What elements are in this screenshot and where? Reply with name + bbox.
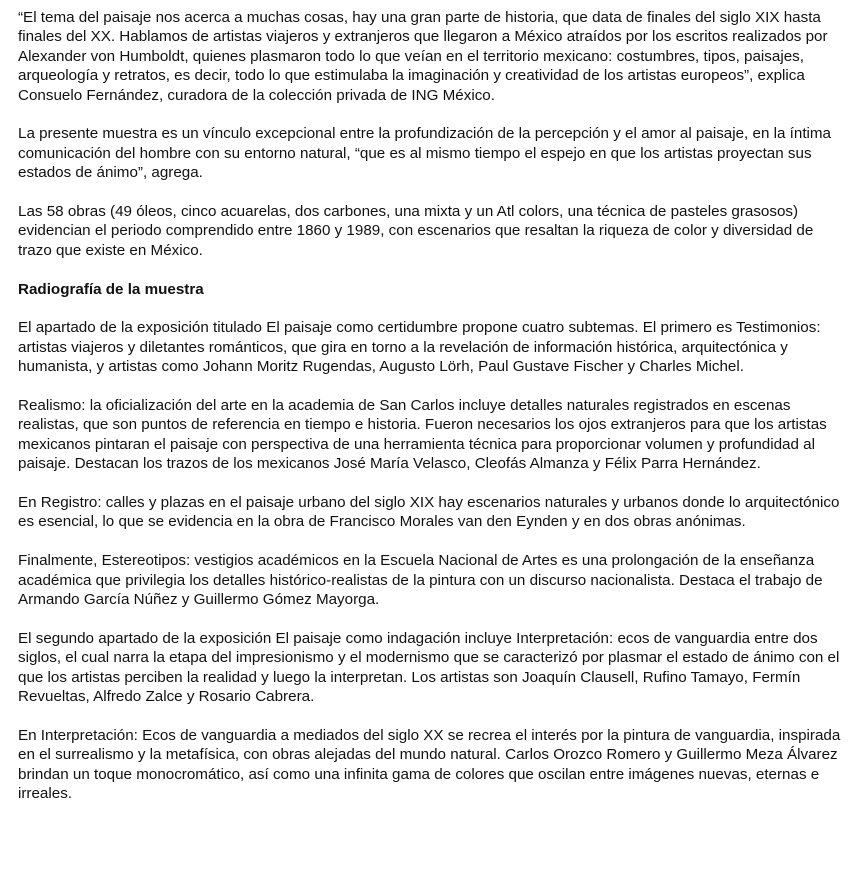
paragraph-segundo-apartado: El segundo apartado de la exposición El paisaje como indagación incluye Interpretación: ecos de vanguardia entre dos siglos, el cual narra la etapa del impresionismo y el modernismo que se caracterizó por plasmar el estado de ánimo con el que los artistas perciben la realidad y luego la interpretan. Los artistas son Joaquín Clausell, Rufino Tamayo, Fermín Revueltas, Alfredo Zalce y Rosario Cabrera. <box>18 629 840 706</box>
paragraph-registro: En Registro: calles y plazas en el paisaje urbano del siglo XIX hay escenarios naturales y urbanos donde lo arquitectónico es esencial, lo que se evidencia en la obra de Francisco Morales van den Eynden y en dos obras anónimas. <box>18 494 840 531</box>
paragraph-works-count: Las 58 obras (49 óleos, cinco acuarelas, dos carbones, una mixta y un Atl colors, una técnica de pasteles grasosos) evidencian el periodo comprendido entre 1860 y 1989, con escenarios que resaltan la riqueza de color y diversidad de trazo que existe en México. <box>18 203 814 259</box>
paragraph-testimonios: El apartado de la exposición titulado El paisaje como certidumbre propone cuatro subtemas. El primero es Testimonios: artistas viajeros y diletantes románticos, que gira en torno a la revelación de información histórica, arquitectónica y humanista, y artistas como Johann Moritz Rugendas, Augusto Lörh, Paul Gustave Fischer y Charles Michel. <box>18 319 821 376</box>
paragraph-interpretacion: En Interpretación: Ecos de vanguardia a mediados del siglo XX se recrea el interés por la pintura de vanguardia, inspirada en el surrealismo y la metafísica, con obras alejadas del mundo natural. Carlos Orozco Romero y Guillermo Meza Álvarez brindan un toque monocromático, así como una infinita gama de colores que oscilan entre imágenes nuevas, eternas e irreales. <box>18 726 841 803</box>
paragraph-realismo: Realismo: la oficialización del arte en la academia de San Carlos incluye detalles naturales registrados en escenas realistas, que son puntos de referencia en tiempo e historia. Fueron necesarios los ojos extranjeros para que los artistas mexicanos pintaran el paisaje con perspectiva de una herramienta técnica para proporcionar volumen y profundidad al paisaje. Destacan los trazos de los mexicanos José María Velasco, Cleofás Almanza y Félix Parra Hernández. <box>18 397 827 473</box>
section-subheading: Radiografía de la muestra <box>18 280 204 298</box>
paragraph-estereotipos: Finalmente, Estereotipos: vestigios académicos en la Escuela Nacional de Artes es una prolongación de la enseñanza académica que privilegia los detalles histórico-realistas de la pintura con un discurso nacionalista. Destaca el trabajo de Armando García Núñez y Guillermo Gómez Mayorga. <box>18 552 823 609</box>
paragraph-curator-quote: “El tema del paisaje nos acerca a muchas cosas, hay una gran parte de historia, que data de finales del siglo XIX hasta finales del XX. Hablamos de artistas viajeros y extranjeros que llegaron a México atraídos por los escritos realizados por Alexander von Humboldt, quienes plasmaron todo lo que veían en el territorio mexicano: costumbres, tipos, paisajes, arqueología y retratos, es decir, todo lo que estimulaba la imaginación y creatividad de los artistas europeos”, explica Consuelo Fernández, curadora de la colección privada de ING México. <box>18 9 828 104</box>
paragraph-exhibition-link: La presente muestra es un vínculo excepcional entre la profundización de la percepción y el amor al paisaje, en la íntima comunicación del hombre con su entorno natural, “que es al mismo tiempo el espejo en que los artistas proyectan sus estados de ánimo”, agrega. <box>18 125 832 182</box>
